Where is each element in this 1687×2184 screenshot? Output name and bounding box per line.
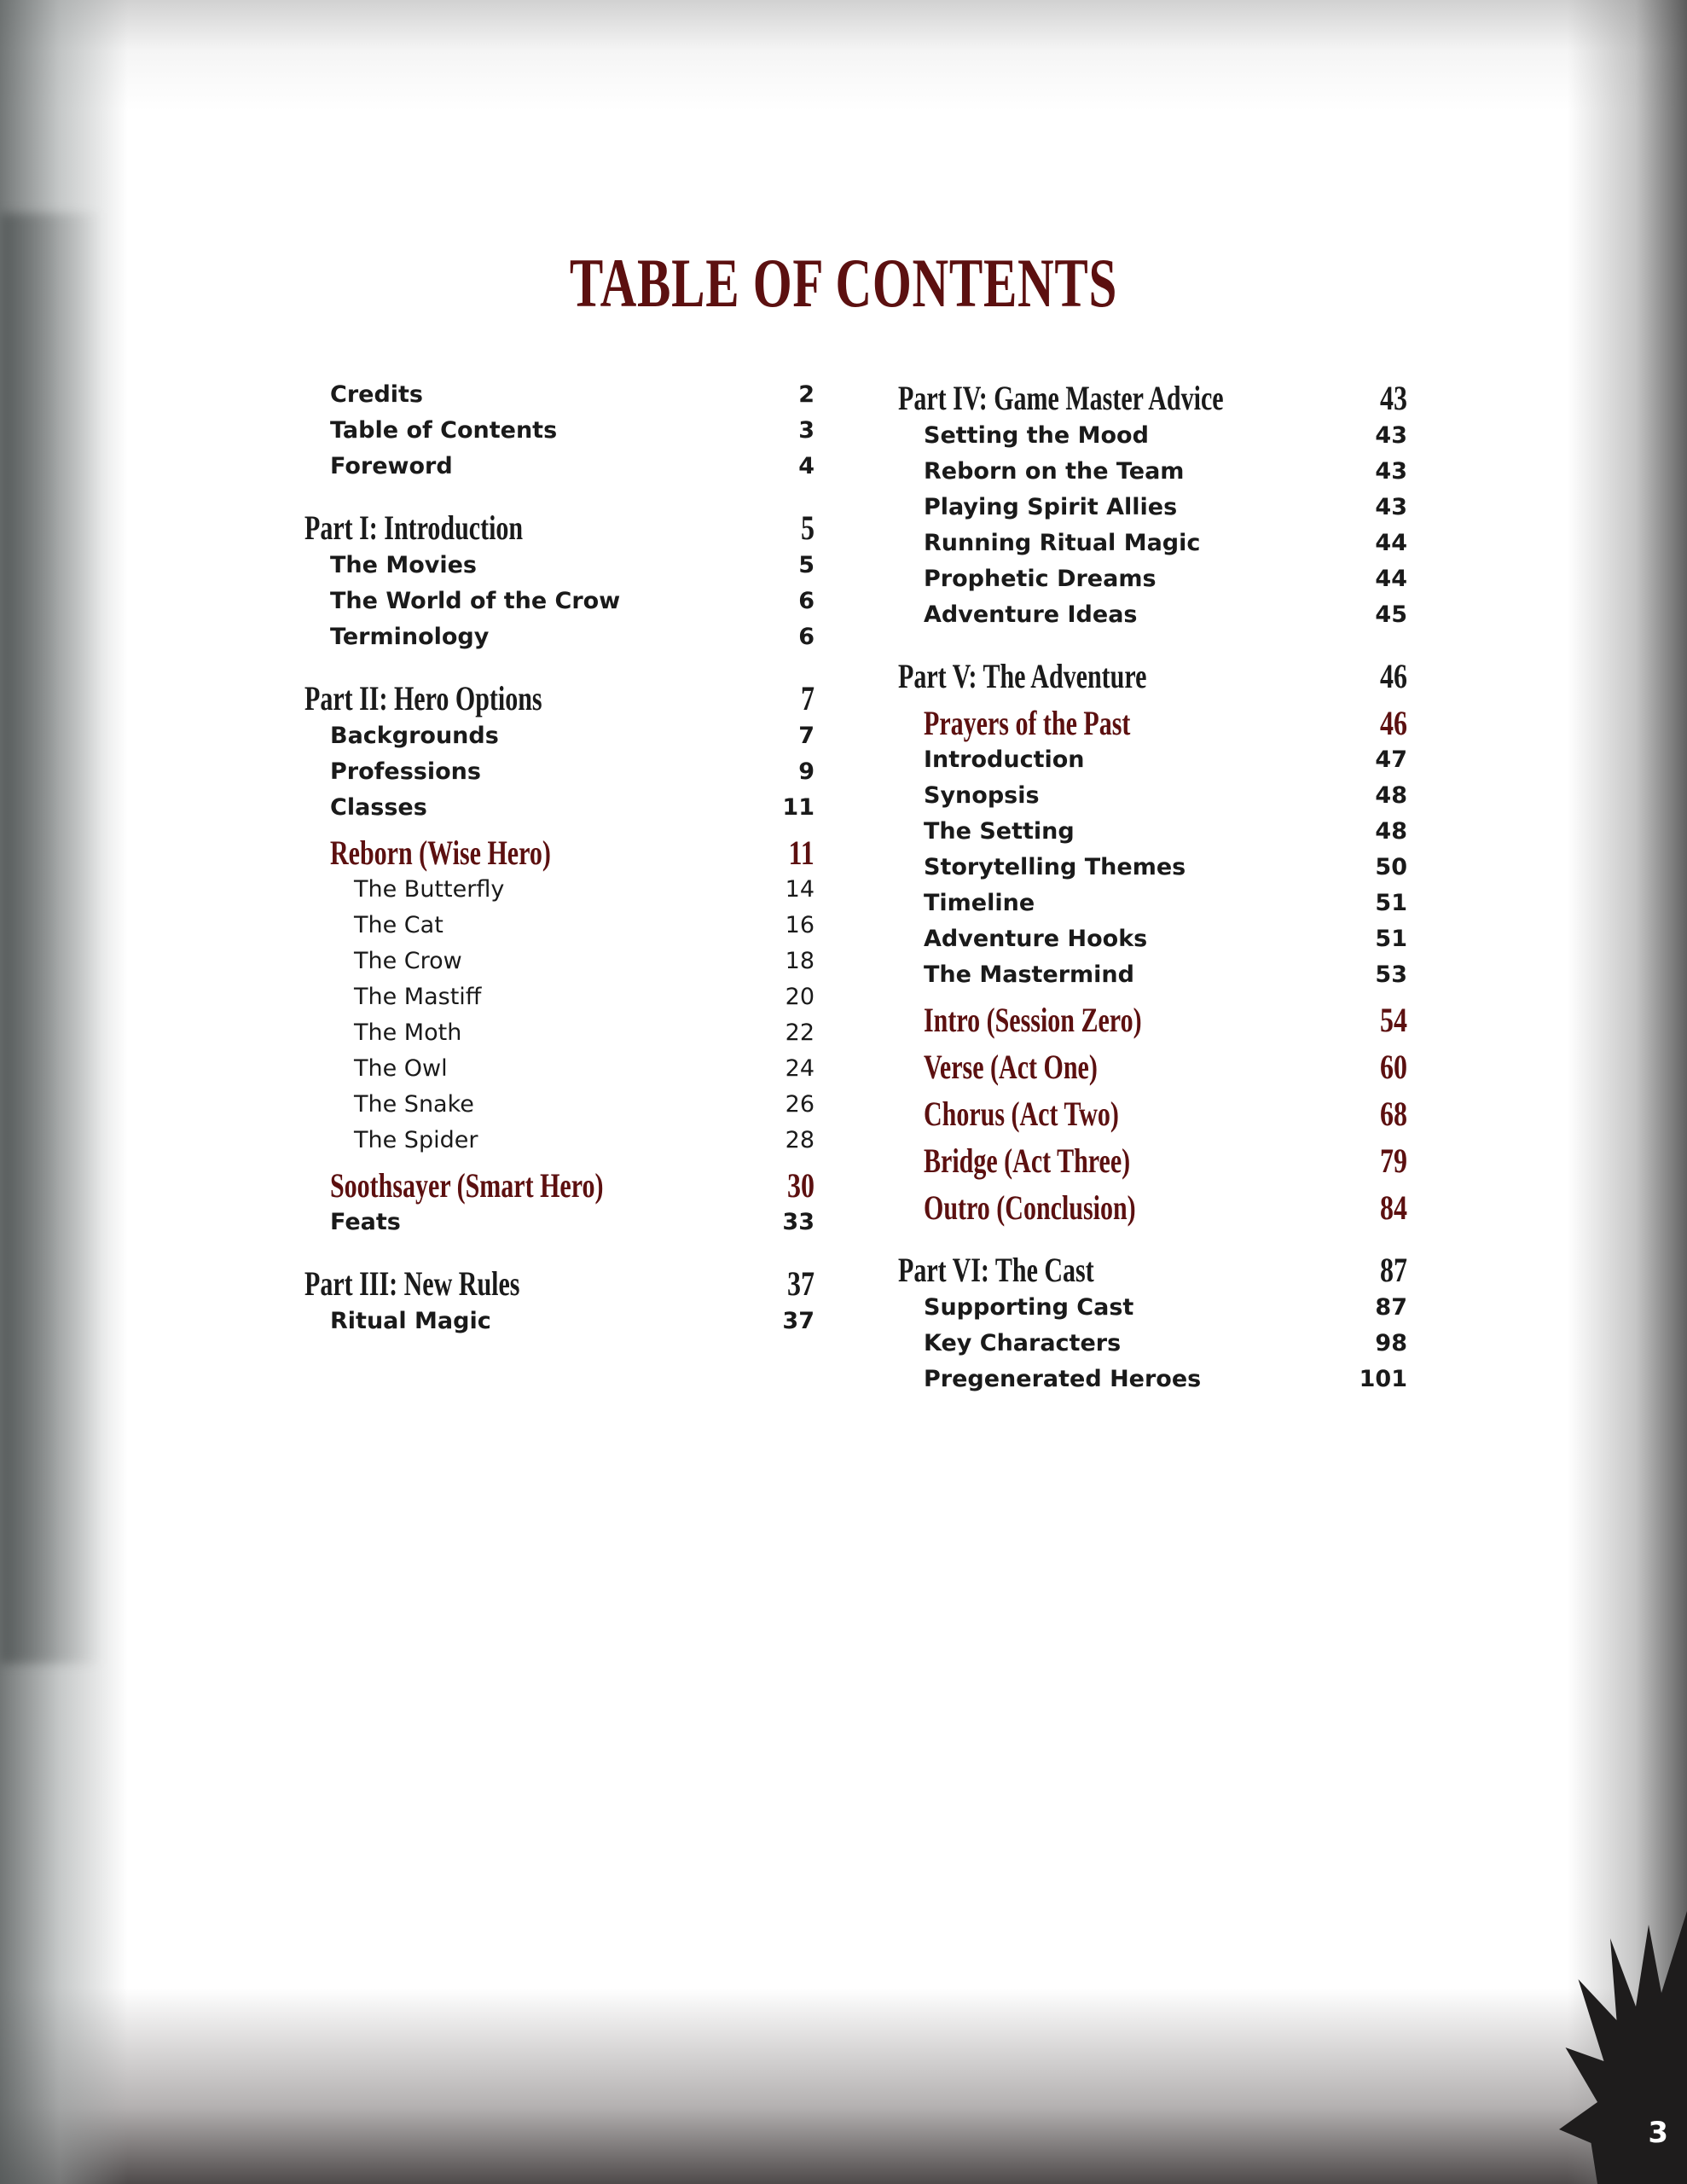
- toc-entry-label: Part III: New Rules: [304, 1264, 520, 1303]
- toc-entry-page: 6: [798, 588, 815, 614]
- toc-entry-label: Setting the Mood: [924, 422, 1149, 449]
- toc-entry-item[interactable]: [304, 548, 815, 584]
- toc-entry-section[interactable]: [898, 1095, 1407, 1133]
- toc-entry-label: Pregenerated Heroes: [924, 1366, 1202, 1392]
- toc-entry-label: Supporting Cast: [924, 1294, 1134, 1321]
- toc-entry-item[interactable]: [898, 418, 1407, 454]
- toc-entry-label: Running Ritual Magic: [924, 530, 1201, 556]
- toc-entry-label: Chorus (Act Two): [924, 1095, 1119, 1133]
- toc-entry-section[interactable]: [898, 1141, 1407, 1180]
- toc-entry-label: The Setting: [924, 818, 1075, 845]
- toc-entry-item[interactable]: [898, 1362, 1407, 1397]
- toc-entry-page: 68: [1380, 1095, 1407, 1133]
- toc-entry-page: 47: [1375, 746, 1407, 773]
- toc-entry-item[interactable]: [898, 886, 1407, 921]
- toc-entry-page: 11: [788, 834, 815, 872]
- toc-entry-item[interactable]: [898, 850, 1407, 886]
- toc-entry-label: Foreword: [330, 453, 453, 479]
- toc-entry-label: The Owl: [354, 1055, 448, 1082]
- toc-entry-page: 84: [1380, 1188, 1407, 1227]
- toc-entry-sub[interactable]: [304, 872, 815, 908]
- toc-entry-label: The Movies: [330, 552, 478, 578]
- toc-entry-page: 48: [1375, 818, 1407, 845]
- toc-entry-label: Part IV: Game Master Advice: [898, 379, 1224, 417]
- toc-entry-label: The Spider: [354, 1127, 478, 1153]
- toc-entry-page: 60: [1380, 1048, 1407, 1086]
- toc-entry-label: Timeline: [924, 890, 1035, 916]
- toc-entry-page: 101: [1359, 1366, 1407, 1392]
- toc-entry-page: 51: [1375, 890, 1407, 916]
- toc-entry-label: Reborn (Wise Hero): [330, 834, 551, 872]
- toc-entry-page: 37: [782, 1308, 815, 1334]
- toc-entry-page: 5: [801, 508, 815, 547]
- toc-entry-page: 7: [801, 679, 815, 717]
- toc-entry-sub[interactable]: [304, 1087, 815, 1123]
- toc-entry-item[interactable]: [898, 814, 1407, 850]
- toc-entry-page: 44: [1375, 530, 1407, 556]
- toc-entry-page: 87: [1380, 1251, 1407, 1289]
- page-number: 3: [1648, 2116, 1668, 2150]
- toc-entry-label: Credits: [330, 381, 424, 408]
- page-title: TABLE OF CONTENTS: [569, 244, 1118, 322]
- toc-entry-page: 2: [798, 381, 815, 408]
- toc-entry-page: 3: [798, 417, 815, 444]
- toc-entry-page: 50: [1375, 854, 1407, 880]
- toc-entry-page: 46: [1380, 657, 1407, 695]
- toc-entry-page: 53: [1375, 961, 1407, 988]
- toc-entry-page: 16: [785, 912, 815, 938]
- toc-entry-label: Part I: Introduction: [304, 508, 524, 547]
- toc-entry-item[interactable]: [304, 718, 815, 754]
- toc-entry-page: 33: [782, 1209, 815, 1235]
- toc-entry-item[interactable]: [898, 561, 1407, 597]
- toc-entry-item[interactable]: [304, 619, 815, 655]
- toc-entry-label: The Snake: [354, 1091, 474, 1118]
- toc-entry-page: 22: [785, 1019, 815, 1046]
- toc-entry-label: Prayers of the Past: [924, 704, 1131, 742]
- toc-entry-part[interactable]: [304, 508, 815, 548]
- toc-entry-page: 37: [787, 1264, 815, 1303]
- toc-entry-label: Playing Spirit Allies: [924, 494, 1178, 520]
- toc-entry-page: 18: [785, 948, 815, 974]
- toc-entry-page: 43: [1375, 422, 1407, 449]
- toc-entry-page: 79: [1380, 1141, 1407, 1180]
- toc-entry-label: Adventure Hooks: [924, 926, 1148, 952]
- toc-entry-label: Soothsayer (Smart Hero): [330, 1166, 604, 1205]
- toc-entry-section[interactable]: [898, 1001, 1407, 1039]
- toc-entry-page: 14: [785, 876, 815, 903]
- toc-entry-label: Introduction: [924, 746, 1085, 773]
- toc-entry-section[interactable]: [304, 834, 815, 872]
- toc-entry-item[interactable]: [304, 754, 815, 790]
- toc-entry-page: 87: [1375, 1294, 1407, 1321]
- toc-entry-label: Bridge (Act Three): [924, 1141, 1131, 1180]
- toc-entry-sub[interactable]: [304, 944, 815, 979]
- toc-entry-sub[interactable]: [304, 908, 815, 944]
- toc-entry-section[interactable]: [898, 1048, 1407, 1086]
- toc-entry-section[interactable]: [898, 1188, 1407, 1227]
- toc-entry-section[interactable]: [898, 704, 1407, 742]
- toc-entry-page: 51: [1375, 926, 1407, 952]
- toc-entry-label: The Crow: [354, 948, 462, 974]
- toc-entry-label: Terminology: [330, 624, 490, 650]
- toc-entry-part[interactable]: [304, 679, 815, 718]
- toc-entry-item[interactable]: [898, 490, 1407, 526]
- toc-entry-label: Storytelling Themes: [924, 854, 1186, 880]
- toc-entry-item[interactable]: [898, 921, 1407, 957]
- toc-entry-label: Table of Contents: [330, 417, 558, 444]
- toc-entry-page: 11: [782, 794, 815, 821]
- toc-entry-page: 43: [1380, 379, 1407, 417]
- toc-entry-label: Professions: [330, 758, 481, 785]
- toc-entry-item[interactable]: [898, 597, 1407, 633]
- toc-entry-label: Outro (Conclusion): [924, 1188, 1136, 1227]
- toc-entry-page: 6: [798, 624, 815, 650]
- toc-entry-page: 98: [1375, 1330, 1407, 1356]
- toc-entry-section[interactable]: [304, 1166, 815, 1205]
- toc-entry-item[interactable]: [304, 790, 815, 826]
- toc-entry-label: Ritual Magic: [330, 1308, 491, 1334]
- toc-entry-page: 45: [1375, 601, 1407, 628]
- toc-entry-page: 20: [785, 984, 815, 1010]
- toc-entry-label: Part VI: The Cast: [898, 1251, 1094, 1289]
- toc-entry-item[interactable]: [304, 1205, 815, 1240]
- toc-entry-item[interactable]: [898, 957, 1407, 993]
- toc-entry-item[interactable]: [304, 584, 815, 619]
- toc-entry-page: 44: [1375, 566, 1407, 592]
- toc-entry-item[interactable]: [898, 742, 1407, 778]
- toc-entry-label: Synopsis: [924, 782, 1040, 809]
- toc-entry-item[interactable]: [898, 778, 1407, 814]
- toc-entry-label: Intro (Session Zero): [924, 1001, 1142, 1039]
- toc-entry-item[interactable]: [304, 1304, 815, 1339]
- toc-entry-page: 5: [798, 552, 815, 578]
- toc-entry-item[interactable]: [304, 377, 815, 413]
- toc-entry-label: Prophetic Dreams: [924, 566, 1157, 592]
- toc-entry-label: The Mastiff: [354, 984, 482, 1010]
- toc-entry-sub[interactable]: [304, 1015, 815, 1051]
- toc-entry-label: Backgrounds: [330, 723, 499, 749]
- ink-streak-decoration: [0, 213, 102, 1664]
- toc-right-column: [898, 379, 1407, 1397]
- toc-entry-sub[interactable]: [304, 1123, 815, 1159]
- toc-entry-page: 26: [785, 1091, 815, 1118]
- toc-entry-page: 30: [787, 1166, 815, 1205]
- toc-entry-page: 4: [798, 453, 815, 479]
- toc-entry-label: The World of the Crow: [330, 588, 621, 614]
- toc-entry-page: 7: [798, 723, 815, 749]
- toc-entry-label: Key Characters: [924, 1330, 1122, 1356]
- toc-entry-sub[interactable]: [304, 979, 815, 1015]
- toc-entry-part[interactable]: [898, 379, 1407, 418]
- toc-entry-page: 43: [1375, 458, 1407, 485]
- toc-entry-page: 48: [1375, 782, 1407, 809]
- toc-entry-part[interactable]: [898, 1251, 1407, 1290]
- toc-entry-page: 54: [1380, 1001, 1407, 1039]
- toc-left-column: [304, 377, 815, 1339]
- toc-entry-page: 9: [798, 758, 815, 785]
- toc-entry-item[interactable]: [898, 1326, 1407, 1362]
- toc-entry-part[interactable]: [304, 1264, 815, 1304]
- toc-entry-label: Part II: Hero Options: [304, 679, 542, 717]
- toc-entry-label: Adventure Ideas: [924, 601, 1138, 628]
- toc-entry-item[interactable]: [898, 526, 1407, 561]
- toc-entry-label: The Butterfly: [354, 876, 505, 903]
- toc-entry-item[interactable]: [898, 454, 1407, 490]
- toc-entry-sub[interactable]: [304, 1051, 815, 1087]
- toc-entry-page: 28: [785, 1127, 815, 1153]
- toc-entry-label: The Cat: [354, 912, 443, 938]
- toc-entry-label: Classes: [330, 794, 427, 821]
- toc-entry-item[interactable]: [304, 449, 815, 485]
- toc-entry-label: The Mastermind: [924, 961, 1134, 988]
- toc-entry-item[interactable]: [304, 413, 815, 449]
- toc-entry-label: Reborn on the Team: [924, 458, 1185, 485]
- toc-entry-label: The Moth: [354, 1019, 462, 1046]
- toc-entry-page: 24: [785, 1055, 815, 1082]
- toc-entry-label: Part V: The Adventure: [898, 657, 1147, 695]
- toc-entry-label: Feats: [330, 1209, 401, 1235]
- toc-entry-part[interactable]: [898, 657, 1407, 696]
- toc-entry-label: Verse (Act One): [924, 1048, 1098, 1086]
- toc-entry-page: 46: [1380, 704, 1407, 742]
- toc-entry-item[interactable]: [898, 1290, 1407, 1326]
- toc-entry-page: 43: [1375, 494, 1407, 520]
